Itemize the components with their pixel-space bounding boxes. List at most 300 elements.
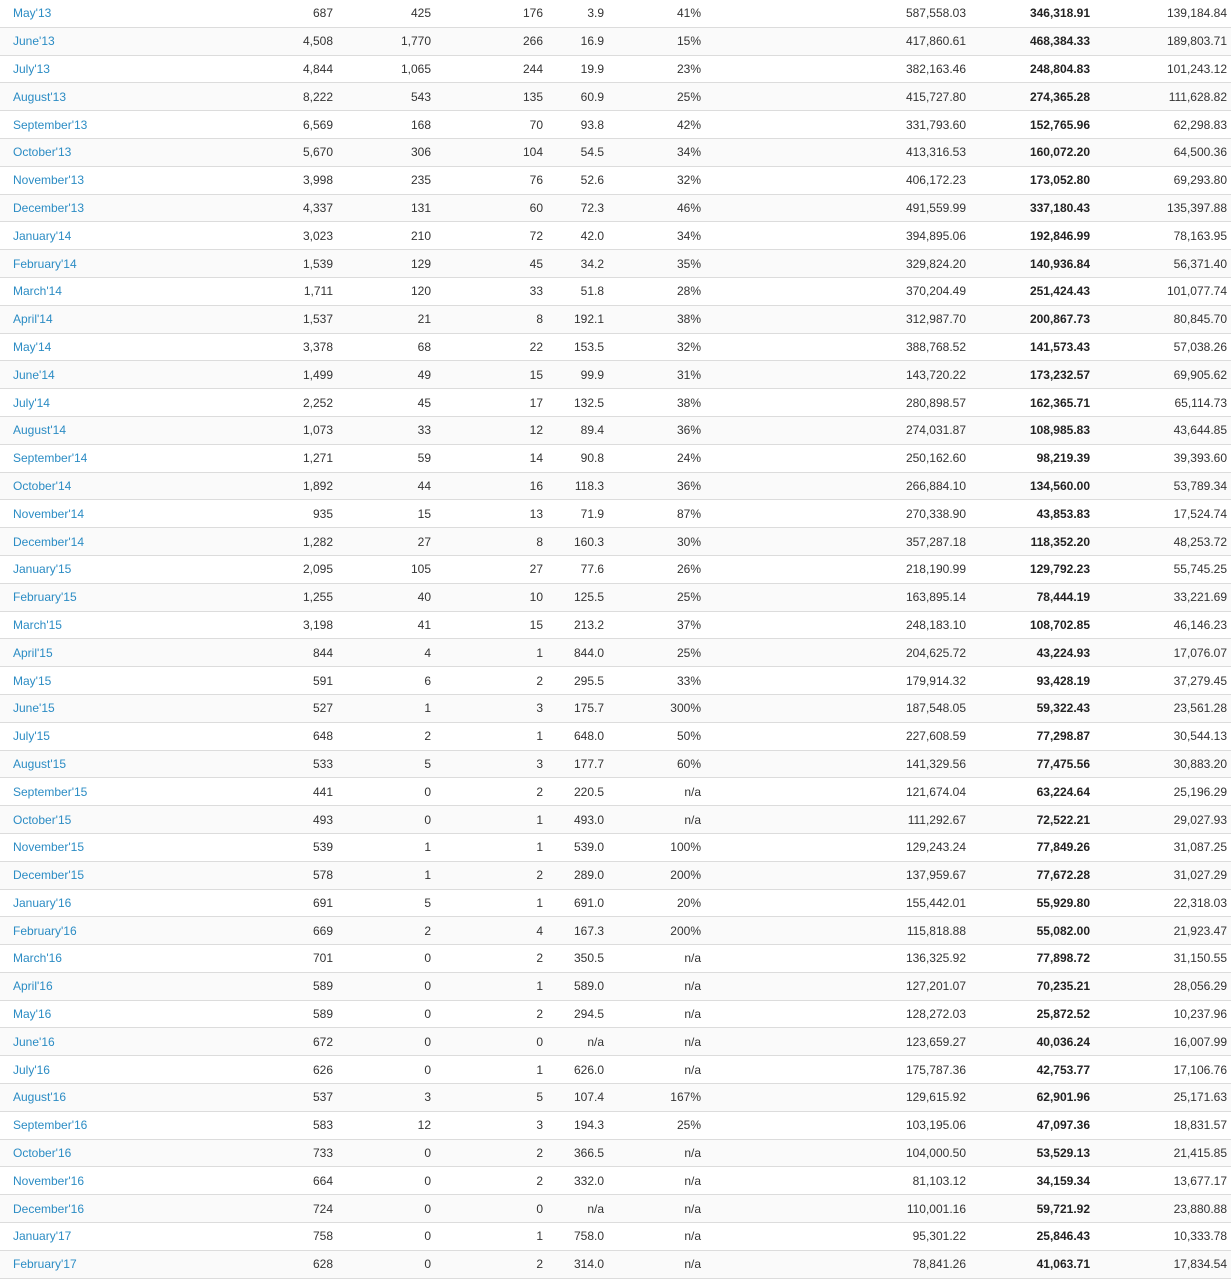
col-total-cell: 415,727.80 bbox=[739, 83, 994, 111]
col-highlight-cell: 55,082.00 bbox=[994, 917, 1102, 945]
table-row bbox=[0, 945, 1231, 973]
col-b-cell: 1 bbox=[443, 972, 553, 1000]
month-link[interactable]: August'15 bbox=[13, 756, 66, 771]
col-visits-cell: 4,337 bbox=[195, 194, 333, 222]
col-total-cell: 266,884.10 bbox=[739, 472, 994, 500]
col-last-cell: 57,038.26 bbox=[1102, 333, 1231, 361]
col-last-cell: 16,007.99 bbox=[1102, 1028, 1231, 1056]
col-last-cell: 29,027.93 bbox=[1102, 806, 1231, 834]
month-cell bbox=[0, 889, 195, 917]
col-visits-cell: 4,844 bbox=[195, 55, 333, 83]
month-link[interactable]: October'15 bbox=[13, 812, 72, 827]
col-a-cell: 0 bbox=[333, 1167, 443, 1195]
col-highlight-cell: 173,052.80 bbox=[994, 166, 1102, 194]
col-visits-cell: 687 bbox=[195, 0, 333, 27]
col-highlight-cell: 108,985.83 bbox=[994, 416, 1102, 444]
col-visits-cell: 1,539 bbox=[195, 250, 333, 278]
col-visits-cell: 2,095 bbox=[195, 555, 333, 583]
col-ratio-cell: 192.1 bbox=[553, 305, 626, 333]
col-b-cell: 1 bbox=[443, 833, 553, 861]
table-row bbox=[0, 750, 1231, 778]
month-cell bbox=[0, 945, 195, 973]
month-link[interactable]: September'16 bbox=[13, 1118, 88, 1133]
col-b-cell: 266 bbox=[443, 27, 553, 55]
col-total-cell: 103,195.06 bbox=[739, 1111, 994, 1139]
col-visits-cell: 578 bbox=[195, 861, 333, 889]
col-a-cell: 2 bbox=[333, 917, 443, 945]
col-ratio-cell: 3.9 bbox=[553, 0, 626, 27]
col-b-cell: 17 bbox=[443, 389, 553, 417]
month-link[interactable]: November'14 bbox=[13, 506, 84, 521]
col-visits-cell: 1,073 bbox=[195, 416, 333, 444]
col-last-cell: 33,221.69 bbox=[1102, 583, 1231, 611]
col-total-cell: 491,559.99 bbox=[739, 194, 994, 222]
col-ratio-cell: 99.9 bbox=[553, 361, 626, 389]
col-last-cell: 17,834.54 bbox=[1102, 1250, 1231, 1278]
table-row bbox=[0, 111, 1231, 139]
col-b-cell: 0 bbox=[443, 1028, 553, 1056]
col-pct-cell: 20% bbox=[626, 889, 739, 917]
table-row bbox=[0, 83, 1231, 111]
col-pct-cell: 46% bbox=[626, 194, 739, 222]
month-link[interactable]: September'13 bbox=[13, 117, 88, 132]
col-b-cell: 1 bbox=[443, 806, 553, 834]
col-last-cell: 17,524.74 bbox=[1102, 500, 1231, 528]
month-link[interactable]: March'14 bbox=[13, 284, 62, 299]
col-last-cell: 10,333.78 bbox=[1102, 1223, 1231, 1251]
col-a-cell: 49 bbox=[333, 361, 443, 389]
col-highlight-cell: 274,365.28 bbox=[994, 83, 1102, 111]
col-total-cell: 129,243.24 bbox=[739, 833, 994, 861]
col-pct-cell: n/a bbox=[626, 1139, 739, 1167]
col-last-cell: 69,293.80 bbox=[1102, 166, 1231, 194]
col-visits-cell: 5,670 bbox=[195, 138, 333, 166]
col-total-cell: 218,190.99 bbox=[739, 555, 994, 583]
col-total-cell: 104,000.50 bbox=[739, 1139, 994, 1167]
col-b-cell: 12 bbox=[443, 416, 553, 444]
col-b-cell: 33 bbox=[443, 277, 553, 305]
col-total-cell: 141,329.56 bbox=[739, 750, 994, 778]
col-visits-cell: 648 bbox=[195, 722, 333, 750]
month-cell bbox=[0, 972, 195, 1000]
month-link[interactable]: February'15 bbox=[13, 590, 77, 605]
col-a-cell: 235 bbox=[333, 166, 443, 194]
table-row bbox=[0, 1167, 1231, 1195]
col-highlight-cell: 77,298.87 bbox=[994, 722, 1102, 750]
table-row bbox=[0, 1139, 1231, 1167]
col-a-cell: 12 bbox=[333, 1111, 443, 1139]
col-visits-cell: 935 bbox=[195, 500, 333, 528]
col-visits-cell: 4,508 bbox=[195, 27, 333, 55]
col-pct-cell: 50% bbox=[626, 722, 739, 750]
col-total-cell: 128,272.03 bbox=[739, 1000, 994, 1028]
month-link[interactable]: March'16 bbox=[13, 951, 62, 966]
col-a-cell: 15 bbox=[333, 500, 443, 528]
col-last-cell: 78,163.95 bbox=[1102, 222, 1231, 250]
col-ratio-cell: 132.5 bbox=[553, 389, 626, 417]
col-total-cell: 204,625.72 bbox=[739, 639, 994, 667]
table-row bbox=[0, 277, 1231, 305]
col-highlight-cell: 98,219.39 bbox=[994, 444, 1102, 472]
col-ratio-cell: 314.0 bbox=[553, 1250, 626, 1278]
month-link[interactable]: June'15 bbox=[13, 701, 55, 716]
col-b-cell: 1 bbox=[443, 1056, 553, 1084]
col-pct-cell: 15% bbox=[626, 27, 739, 55]
month-link[interactable]: May'16 bbox=[13, 1007, 52, 1022]
month-link[interactable]: June'16 bbox=[13, 1034, 55, 1049]
table-row bbox=[0, 722, 1231, 750]
col-highlight-cell: 118,352.20 bbox=[994, 528, 1102, 556]
col-b-cell: 27 bbox=[443, 555, 553, 583]
month-cell bbox=[0, 472, 195, 500]
col-pct-cell: 38% bbox=[626, 305, 739, 333]
month-link[interactable]: November'16 bbox=[13, 1173, 84, 1188]
col-highlight-cell: 72,522.21 bbox=[994, 806, 1102, 834]
col-pct-cell: n/a bbox=[626, 1250, 739, 1278]
col-ratio-cell: 16.9 bbox=[553, 27, 626, 55]
col-ratio-cell: 220.5 bbox=[553, 778, 626, 806]
col-ratio-cell: 213.2 bbox=[553, 611, 626, 639]
month-link[interactable]: February'16 bbox=[13, 923, 77, 938]
col-total-cell: 143,720.22 bbox=[739, 361, 994, 389]
col-b-cell: 8 bbox=[443, 305, 553, 333]
col-visits-cell: 591 bbox=[195, 667, 333, 695]
col-a-cell: 0 bbox=[333, 1223, 443, 1251]
col-pct-cell: 42% bbox=[626, 111, 739, 139]
month-link[interactable]: March'15 bbox=[13, 617, 62, 632]
month-cell bbox=[0, 361, 195, 389]
col-total-cell: 270,338.90 bbox=[739, 500, 994, 528]
month-link[interactable]: July'13 bbox=[13, 61, 50, 76]
col-highlight-cell: 173,232.57 bbox=[994, 361, 1102, 389]
month-link[interactable]: May'14 bbox=[13, 339, 52, 354]
month-cell bbox=[0, 917, 195, 945]
month-link[interactable]: April'16 bbox=[13, 979, 53, 994]
table-row bbox=[0, 806, 1231, 834]
col-pct-cell: 35% bbox=[626, 250, 739, 278]
table-row bbox=[0, 194, 1231, 222]
month-link[interactable]: June'13 bbox=[13, 34, 55, 49]
col-highlight-cell: 129,792.23 bbox=[994, 555, 1102, 583]
col-visits-cell: 1,711 bbox=[195, 277, 333, 305]
col-a-cell: 21 bbox=[333, 305, 443, 333]
col-a-cell: 0 bbox=[333, 1000, 443, 1028]
col-pct-cell: n/a bbox=[626, 806, 739, 834]
col-last-cell: 39,393.60 bbox=[1102, 444, 1231, 472]
col-pct-cell: 200% bbox=[626, 861, 739, 889]
col-highlight-cell: 40,036.24 bbox=[994, 1028, 1102, 1056]
month-link[interactable]: May'13 bbox=[13, 6, 52, 21]
col-highlight-cell: 63,224.64 bbox=[994, 778, 1102, 806]
month-cell bbox=[0, 1223, 195, 1251]
col-a-cell: 306 bbox=[333, 138, 443, 166]
col-visits-cell: 1,255 bbox=[195, 583, 333, 611]
month-link[interactable]: July'14 bbox=[13, 395, 50, 410]
table-row bbox=[0, 1084, 1231, 1112]
col-ratio-cell: 648.0 bbox=[553, 722, 626, 750]
col-total-cell: 123,659.27 bbox=[739, 1028, 994, 1056]
col-highlight-cell: 77,849.26 bbox=[994, 833, 1102, 861]
col-total-cell: 382,163.46 bbox=[739, 55, 994, 83]
col-b-cell: 72 bbox=[443, 222, 553, 250]
month-link[interactable]: December'16 bbox=[13, 1201, 84, 1216]
month-link[interactable]: February'17 bbox=[13, 1257, 77, 1272]
col-last-cell: 80,845.70 bbox=[1102, 305, 1231, 333]
month-link[interactable]: January'16 bbox=[13, 895, 72, 910]
col-a-cell: 3 bbox=[333, 1084, 443, 1112]
month-link[interactable]: December'13 bbox=[13, 200, 84, 215]
col-last-cell: 17,076.07 bbox=[1102, 639, 1231, 667]
col-a-cell: 0 bbox=[333, 1056, 443, 1084]
month-cell bbox=[0, 667, 195, 695]
col-last-cell: 48,253.72 bbox=[1102, 528, 1231, 556]
col-last-cell: 17,106.76 bbox=[1102, 1056, 1231, 1084]
month-link[interactable]: August'16 bbox=[13, 1090, 66, 1105]
col-pct-cell: 100% bbox=[626, 833, 739, 861]
month-cell bbox=[0, 1195, 195, 1223]
col-ratio-cell: 175.7 bbox=[553, 694, 626, 722]
col-ratio-cell: n/a bbox=[553, 1195, 626, 1223]
month-link[interactable]: July'16 bbox=[13, 1062, 50, 1077]
month-cell bbox=[0, 305, 195, 333]
col-total-cell: 248,183.10 bbox=[739, 611, 994, 639]
month-cell bbox=[0, 111, 195, 139]
month-link[interactable]: October'13 bbox=[13, 145, 72, 160]
col-ratio-cell: 295.5 bbox=[553, 667, 626, 695]
col-total-cell: 137,959.67 bbox=[739, 861, 994, 889]
col-b-cell: 2 bbox=[443, 945, 553, 973]
month-link[interactable]: November'13 bbox=[13, 173, 84, 188]
col-pct-cell: 41% bbox=[626, 0, 739, 27]
col-a-cell: 0 bbox=[333, 806, 443, 834]
col-total-cell: 331,793.60 bbox=[739, 111, 994, 139]
col-total-cell: 121,674.04 bbox=[739, 778, 994, 806]
col-b-cell: 1 bbox=[443, 1223, 553, 1251]
col-total-cell: 111,292.67 bbox=[739, 806, 994, 834]
col-b-cell: 2 bbox=[443, 1139, 553, 1167]
col-pct-cell: n/a bbox=[626, 778, 739, 806]
col-last-cell: 10,237.96 bbox=[1102, 1000, 1231, 1028]
col-visits-cell: 1,499 bbox=[195, 361, 333, 389]
table-row bbox=[0, 472, 1231, 500]
col-highlight-cell: 77,475.56 bbox=[994, 750, 1102, 778]
col-pct-cell: 32% bbox=[626, 166, 739, 194]
col-visits-cell: 758 bbox=[195, 1223, 333, 1251]
col-a-cell: 1,065 bbox=[333, 55, 443, 83]
month-link[interactable]: September'15 bbox=[13, 784, 88, 799]
col-highlight-cell: 162,365.71 bbox=[994, 389, 1102, 417]
table-row bbox=[0, 500, 1231, 528]
month-link[interactable]: October'14 bbox=[13, 478, 72, 493]
col-b-cell: 2 bbox=[443, 861, 553, 889]
col-ratio-cell: 72.3 bbox=[553, 194, 626, 222]
table-row bbox=[0, 27, 1231, 55]
col-ratio-cell: 118.3 bbox=[553, 472, 626, 500]
col-ratio-cell: n/a bbox=[553, 1028, 626, 1056]
col-total-cell: 110,001.16 bbox=[739, 1195, 994, 1223]
col-b-cell: 244 bbox=[443, 55, 553, 83]
col-highlight-cell: 25,846.43 bbox=[994, 1223, 1102, 1251]
month-link[interactable]: October'16 bbox=[13, 1146, 72, 1161]
col-visits-cell: 1,537 bbox=[195, 305, 333, 333]
col-b-cell: 176 bbox=[443, 0, 553, 27]
col-ratio-cell: 844.0 bbox=[553, 639, 626, 667]
month-cell bbox=[0, 806, 195, 834]
col-b-cell: 0 bbox=[443, 1195, 553, 1223]
month-cell bbox=[0, 333, 195, 361]
month-cell bbox=[0, 778, 195, 806]
month-cell bbox=[0, 277, 195, 305]
col-last-cell: 101,077.74 bbox=[1102, 277, 1231, 305]
month-link[interactable]: January'14 bbox=[13, 228, 72, 243]
col-last-cell: 46,146.23 bbox=[1102, 611, 1231, 639]
col-highlight-cell: 59,721.92 bbox=[994, 1195, 1102, 1223]
col-pct-cell: n/a bbox=[626, 1223, 739, 1251]
col-total-cell: 115,818.88 bbox=[739, 917, 994, 945]
col-b-cell: 14 bbox=[443, 444, 553, 472]
col-highlight-cell: 34,159.34 bbox=[994, 1167, 1102, 1195]
col-ratio-cell: 332.0 bbox=[553, 1167, 626, 1195]
col-b-cell: 2 bbox=[443, 667, 553, 695]
month-link[interactable]: January'17 bbox=[13, 1229, 72, 1244]
table-row bbox=[0, 1250, 1231, 1278]
month-cell bbox=[0, 1056, 195, 1084]
month-cell bbox=[0, 389, 195, 417]
col-total-cell: 394,895.06 bbox=[739, 222, 994, 250]
col-visits-cell: 3,378 bbox=[195, 333, 333, 361]
col-ratio-cell: 77.6 bbox=[553, 555, 626, 583]
month-link[interactable]: December'15 bbox=[13, 868, 84, 883]
col-total-cell: 227,608.59 bbox=[739, 722, 994, 750]
col-pct-cell: 34% bbox=[626, 222, 739, 250]
table-row bbox=[0, 972, 1231, 1000]
col-last-cell: 30,544.13 bbox=[1102, 722, 1231, 750]
col-b-cell: 1 bbox=[443, 889, 553, 917]
month-cell bbox=[0, 194, 195, 222]
month-link[interactable]: November'15 bbox=[13, 840, 84, 855]
col-highlight-cell: 346,318.91 bbox=[994, 0, 1102, 27]
col-total-cell: 136,325.92 bbox=[739, 945, 994, 973]
month-link[interactable]: April'15 bbox=[13, 645, 53, 660]
month-cell bbox=[0, 0, 195, 27]
table-row bbox=[0, 1223, 1231, 1251]
col-a-cell: 0 bbox=[333, 778, 443, 806]
month-cell bbox=[0, 1139, 195, 1167]
month-cell bbox=[0, 1028, 195, 1056]
month-link[interactable]: April'14 bbox=[13, 312, 53, 327]
table-row bbox=[0, 55, 1231, 83]
col-last-cell: 31,150.55 bbox=[1102, 945, 1231, 973]
col-b-cell: 2 bbox=[443, 1167, 553, 1195]
table-row bbox=[0, 1056, 1231, 1084]
month-link[interactable]: September'14 bbox=[13, 451, 88, 466]
col-highlight-cell: 152,765.96 bbox=[994, 111, 1102, 139]
col-b-cell: 45 bbox=[443, 250, 553, 278]
col-a-cell: 41 bbox=[333, 611, 443, 639]
col-pct-cell: n/a bbox=[626, 945, 739, 973]
col-visits-cell: 493 bbox=[195, 806, 333, 834]
col-a-cell: 45 bbox=[333, 389, 443, 417]
col-a-cell: 1 bbox=[333, 833, 443, 861]
col-a-cell: 2 bbox=[333, 722, 443, 750]
month-link[interactable]: August'14 bbox=[13, 423, 66, 438]
month-cell bbox=[0, 694, 195, 722]
col-a-cell: 543 bbox=[333, 83, 443, 111]
table-row bbox=[0, 166, 1231, 194]
col-total-cell: 187,548.05 bbox=[739, 694, 994, 722]
col-pct-cell: 60% bbox=[626, 750, 739, 778]
table-row bbox=[0, 528, 1231, 556]
month-cell bbox=[0, 444, 195, 472]
month-cell bbox=[0, 55, 195, 83]
month-link[interactable]: January'15 bbox=[13, 562, 72, 577]
col-a-cell: 59 bbox=[333, 444, 443, 472]
col-highlight-cell: 160,072.20 bbox=[994, 138, 1102, 166]
col-ratio-cell: 289.0 bbox=[553, 861, 626, 889]
col-pct-cell: 300% bbox=[626, 694, 739, 722]
col-a-cell: 0 bbox=[333, 1195, 443, 1223]
table-row bbox=[0, 833, 1231, 861]
month-cell bbox=[0, 83, 195, 111]
col-visits-cell: 626 bbox=[195, 1056, 333, 1084]
col-last-cell: 23,561.28 bbox=[1102, 694, 1231, 722]
col-a-cell: 1 bbox=[333, 694, 443, 722]
col-last-cell: 65,114.73 bbox=[1102, 389, 1231, 417]
col-pct-cell: 87% bbox=[626, 500, 739, 528]
col-a-cell: 68 bbox=[333, 333, 443, 361]
month-link[interactable]: February'14 bbox=[13, 256, 77, 271]
col-pct-cell: 25% bbox=[626, 1111, 739, 1139]
col-ratio-cell: 758.0 bbox=[553, 1223, 626, 1251]
col-ratio-cell: 19.9 bbox=[553, 55, 626, 83]
col-ratio-cell: 51.8 bbox=[553, 277, 626, 305]
col-visits-cell: 1,282 bbox=[195, 528, 333, 556]
col-pct-cell: n/a bbox=[626, 1167, 739, 1195]
month-link[interactable]: June'14 bbox=[13, 367, 55, 382]
col-total-cell: 179,914.32 bbox=[739, 667, 994, 695]
col-ratio-cell: 42.0 bbox=[553, 222, 626, 250]
col-pct-cell: 23% bbox=[626, 55, 739, 83]
col-pct-cell: 30% bbox=[626, 528, 739, 556]
month-link[interactable]: December'14 bbox=[13, 534, 84, 549]
col-visits-cell: 589 bbox=[195, 1000, 333, 1028]
table-row bbox=[0, 444, 1231, 472]
col-last-cell: 22,318.03 bbox=[1102, 889, 1231, 917]
col-b-cell: 16 bbox=[443, 472, 553, 500]
col-pct-cell: 34% bbox=[626, 138, 739, 166]
col-highlight-cell: 134,560.00 bbox=[994, 472, 1102, 500]
col-visits-cell: 3,198 bbox=[195, 611, 333, 639]
col-last-cell: 189,803.71 bbox=[1102, 27, 1231, 55]
col-visits-cell: 3,023 bbox=[195, 222, 333, 250]
month-link[interactable]: July'15 bbox=[13, 729, 50, 744]
month-link[interactable]: May'15 bbox=[13, 673, 52, 688]
col-total-cell: 163,895.14 bbox=[739, 583, 994, 611]
col-ratio-cell: 589.0 bbox=[553, 972, 626, 1000]
col-b-cell: 15 bbox=[443, 611, 553, 639]
col-highlight-cell: 77,672.28 bbox=[994, 861, 1102, 889]
col-highlight-cell: 70,235.21 bbox=[994, 972, 1102, 1000]
col-total-cell: 357,287.18 bbox=[739, 528, 994, 556]
col-b-cell: 10 bbox=[443, 583, 553, 611]
col-visits-cell: 533 bbox=[195, 750, 333, 778]
col-ratio-cell: 626.0 bbox=[553, 1056, 626, 1084]
col-a-cell: 44 bbox=[333, 472, 443, 500]
col-b-cell: 3 bbox=[443, 694, 553, 722]
month-cell bbox=[0, 166, 195, 194]
col-b-cell: 4 bbox=[443, 917, 553, 945]
month-link[interactable]: August'13 bbox=[13, 89, 66, 104]
